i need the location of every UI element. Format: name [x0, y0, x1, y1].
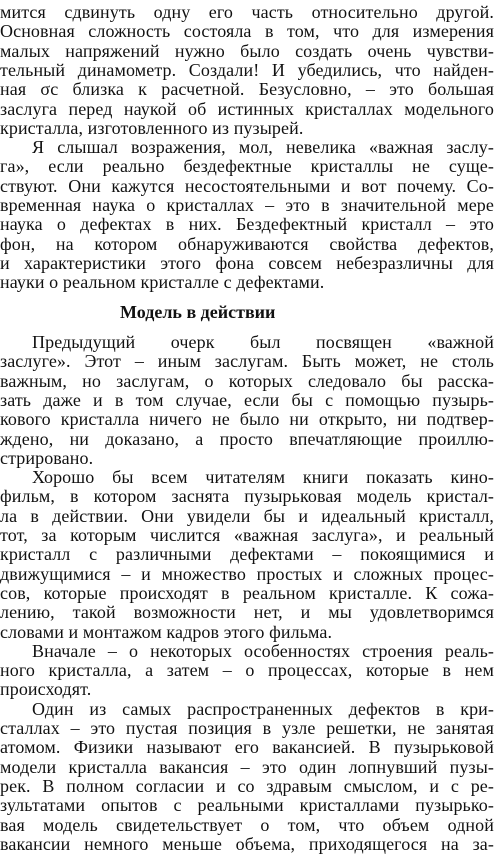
top-line: и характеристики этого фона совсем небезразличны для: [0, 252, 494, 273]
bottom-line: стрировано.: [0, 447, 94, 468]
top-line: Я слышал возражения, мол, невелика «важная заслу-: [32, 137, 494, 158]
section-heading: Модель в действии: [120, 302, 276, 322]
bottom-line: модели кристалла вакансия – это один лопнувший пузы-: [0, 756, 494, 777]
bottom-line: сов, которые происходят в реальном кристалле. К сожа-: [0, 582, 494, 603]
bottom-line: зать даже и в том случае, если бы с помощью пузырь-: [0, 389, 494, 410]
bottom-line: ного кристалла, а затем – о процессах, которые в нем: [0, 660, 494, 681]
bottom-line: тот, за которым числится «важная заслуга», и реальный: [0, 525, 494, 545]
bottom-line: важным, но заслугам, о которых следовало бы расска-: [0, 370, 494, 391]
top-line: малых напряжений нужно было создать очень чувстви-: [0, 40, 494, 61]
bottom-line: Хорошо бы всем читателям книги показать кино-: [32, 467, 494, 488]
bottom-line: атомом. Физики называют его вакансией. В пузырьковой: [0, 737, 494, 758]
bottom-line: рек. В полном согласии и со здравым смыслом, и с ре-: [0, 775, 494, 796]
bottom-line: фильм, в котором заснята пузырьковая модель кристал-: [0, 486, 494, 507]
top-line: наука о дефектах в них. Бездефектный кристалл – это: [0, 214, 494, 235]
top-line: ная σc близка к расчетной. Безусловно, – это большая: [0, 79, 494, 100]
bottom-line: Предыдущий очерк был посвящен «важной: [32, 332, 494, 352]
bottom-line: кристалл с различными дефектами – покоящимися и: [0, 544, 494, 565]
bottom-line: движущимися – и множество простых и сложных процес-: [0, 563, 494, 584]
top-line: мится сдвинуть одну его часть относительно другой.: [0, 2, 494, 22]
bottom-line: кового кристалла ничего не было ни открыто, ни подтвер-: [0, 409, 494, 430]
top-line: науки о реальном кристалле с дефектами.: [0, 272, 325, 293]
top-line: ствуют. Они кажутся несостоятельными и вот почему. Со-: [0, 175, 494, 196]
top-line: тельный динамометр. Создали! И убедились, что найден-: [0, 59, 494, 80]
bottom-line: зультатами опытов с реальными кристаллами пузырько-: [0, 795, 494, 816]
bottom-line: заслуге». Этот – иным заслугам. Быть может, не столь: [0, 351, 494, 372]
top-line: временная наука о кристаллах – это в значительной мере: [0, 195, 494, 215]
bottom-line: ла в действии. Они увидели бы и идеальный кристалл,: [0, 505, 494, 526]
bottom-line: лению, такой возможности нет, и мы удовлетворимся: [0, 602, 494, 623]
bottom-line: сталлах – это пустая позиция в узле решетки, не занятая: [0, 718, 494, 738]
bottom-line: Вначале – о некоторых особенностях строения реаль-: [32, 640, 494, 661]
top-line: Основная сложность состояла в том, что для измерения: [0, 21, 494, 42]
bottom-line: ждено, ни доказано, а просто впечатляющие проиллю-: [0, 428, 494, 449]
top-line: заслуга перед наукой об истинных кристаллах модельного: [0, 98, 494, 119]
top-line: кристалла, изготовленного из пузырей.: [0, 117, 304, 138]
top-line: фон, на котором обнаруживаются свойства дефектов,: [0, 233, 494, 254]
top-line: га», если реально бездефектные кристаллы не суще-: [0, 156, 494, 177]
bottom-line: происходят.: [0, 679, 92, 700]
bottom-line: Один из самых распространенных дефектов в кри-: [32, 698, 494, 719]
bottom-line: вая модель свидетельствует о том, что объем одной: [0, 814, 494, 835]
bottom-line: словами и монтажом кадров этого фильма.: [0, 621, 333, 642]
bottom-line: вакансии немного меньше объема, приходящегося на за-: [0, 833, 494, 854]
